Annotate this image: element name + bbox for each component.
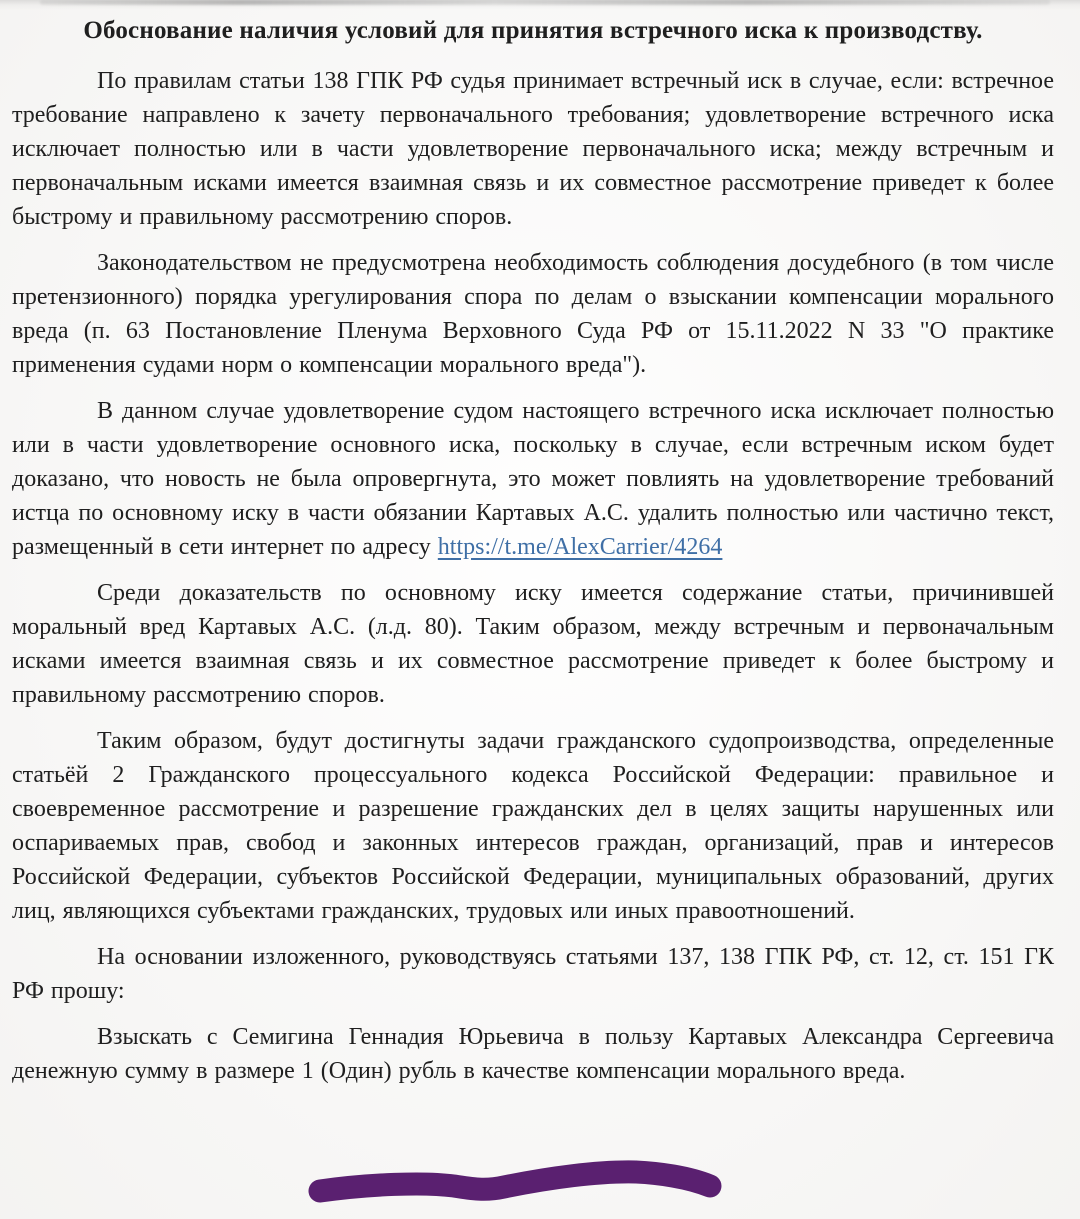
telegram-link[interactable]: https://t.me/AlexCarrier/4264 [437,534,723,560]
paragraph-pretrial-procedure [12,246,1054,382]
paragraph-demand [12,1020,1054,1088]
paragraph-legal-basis-text: На основании изложенного, руководствуясь статьями 137, 138 ГПК РФ, ст. 12, ст. 151 ГК РФ прошу: [12,944,1054,1004]
paragraph-civil-procedure-goals-text: Таким образом, будут достигнуты задачи гражданского судопроизводства, определенные статьёй 2 Гражданского процессуального кодекса Российской Федерации: правильное и своевременное рассмотрение и разрешение гражданских дел в целях защиты нарушенных или оспариваемых прав, свобод и законных интересов граждан, организаций, прав и интересов Российской Федерации, субъектов Российской Федерации, муниципальных образований, других лиц, являющихся субъектами гражданских, трудовых или иных правоотношений. [12,728,1054,924]
paragraph-counterclaim-rules [12,64,1054,234]
paragraph-evidence-text: Среди доказательств по основному иску имеется содержание статьи, причинившей моральный вред Картавых А.С. (л.д. 80). Таким образом, между встречным и первоначальным исками имеется взаимная связь и их совместное рассмотрение приведет к более быстрому и правильному рассмотрению споров. [12,580,1054,708]
paragraph-satisfaction-exclusion-text: В данном случае удовлетворение судом настоящего встречного иска исключает полностью или в части удовлетворение основного иска, поскольку в случае, если встречным иском будет доказано, что новость не была опровергнута, это может повлиять на удовлетворение требований истца по основному иску в части обязании Картавых А.С. удалить полностью или частично текст, размещенный в сети интернет по адресу [12,398,1054,560]
paragraph-satisfaction-exclusion [12,394,1054,564]
paragraph-counterclaim-rules-text: По правилам статьи 138 ГПК РФ судья принимает встречный иск в случае, если: встречное требование направлено к зачету первоначального требования; удовлетворение встречного иска исключает полностью или в части удовлетворение первоначального иска; между встречным и первоначальным исками имеется взаимная связь и их совместное рассмотрение приведет к более быстрому и правильному рассмотрению споров. [12,68,1054,230]
paragraph-legal-basis [12,940,1054,1008]
paragraph-demand-text: Взыскать с Семигина Геннадия Юрьевича в пользу Картавых Александра Сергеевича денежную сумму в размере 1 (Один) рубль в качестве компенсации морального вреда. [12,1024,1054,1084]
paragraph-pretrial-procedure-text: Законодательством не предусмотрена необходимость соблюдения досудебного (в том числе претензионного) порядка урегулирования спора по делам о взыскании компенсации морального вреда (п. 63 Постановление Пленума Верховного Суда РФ от 15.11.2022 N 33 "О практике применения судами норм о компенсации морального вреда"). [12,250,1054,378]
paragraph-civil-procedure-goals [12,724,1054,928]
document-title: Обоснование наличия условий для принятия встречного иска к производству. [83,17,983,44]
paragraph-evidence [12,576,1054,712]
marker-underline [306,1158,730,1212]
marker-stroke [320,1172,710,1191]
